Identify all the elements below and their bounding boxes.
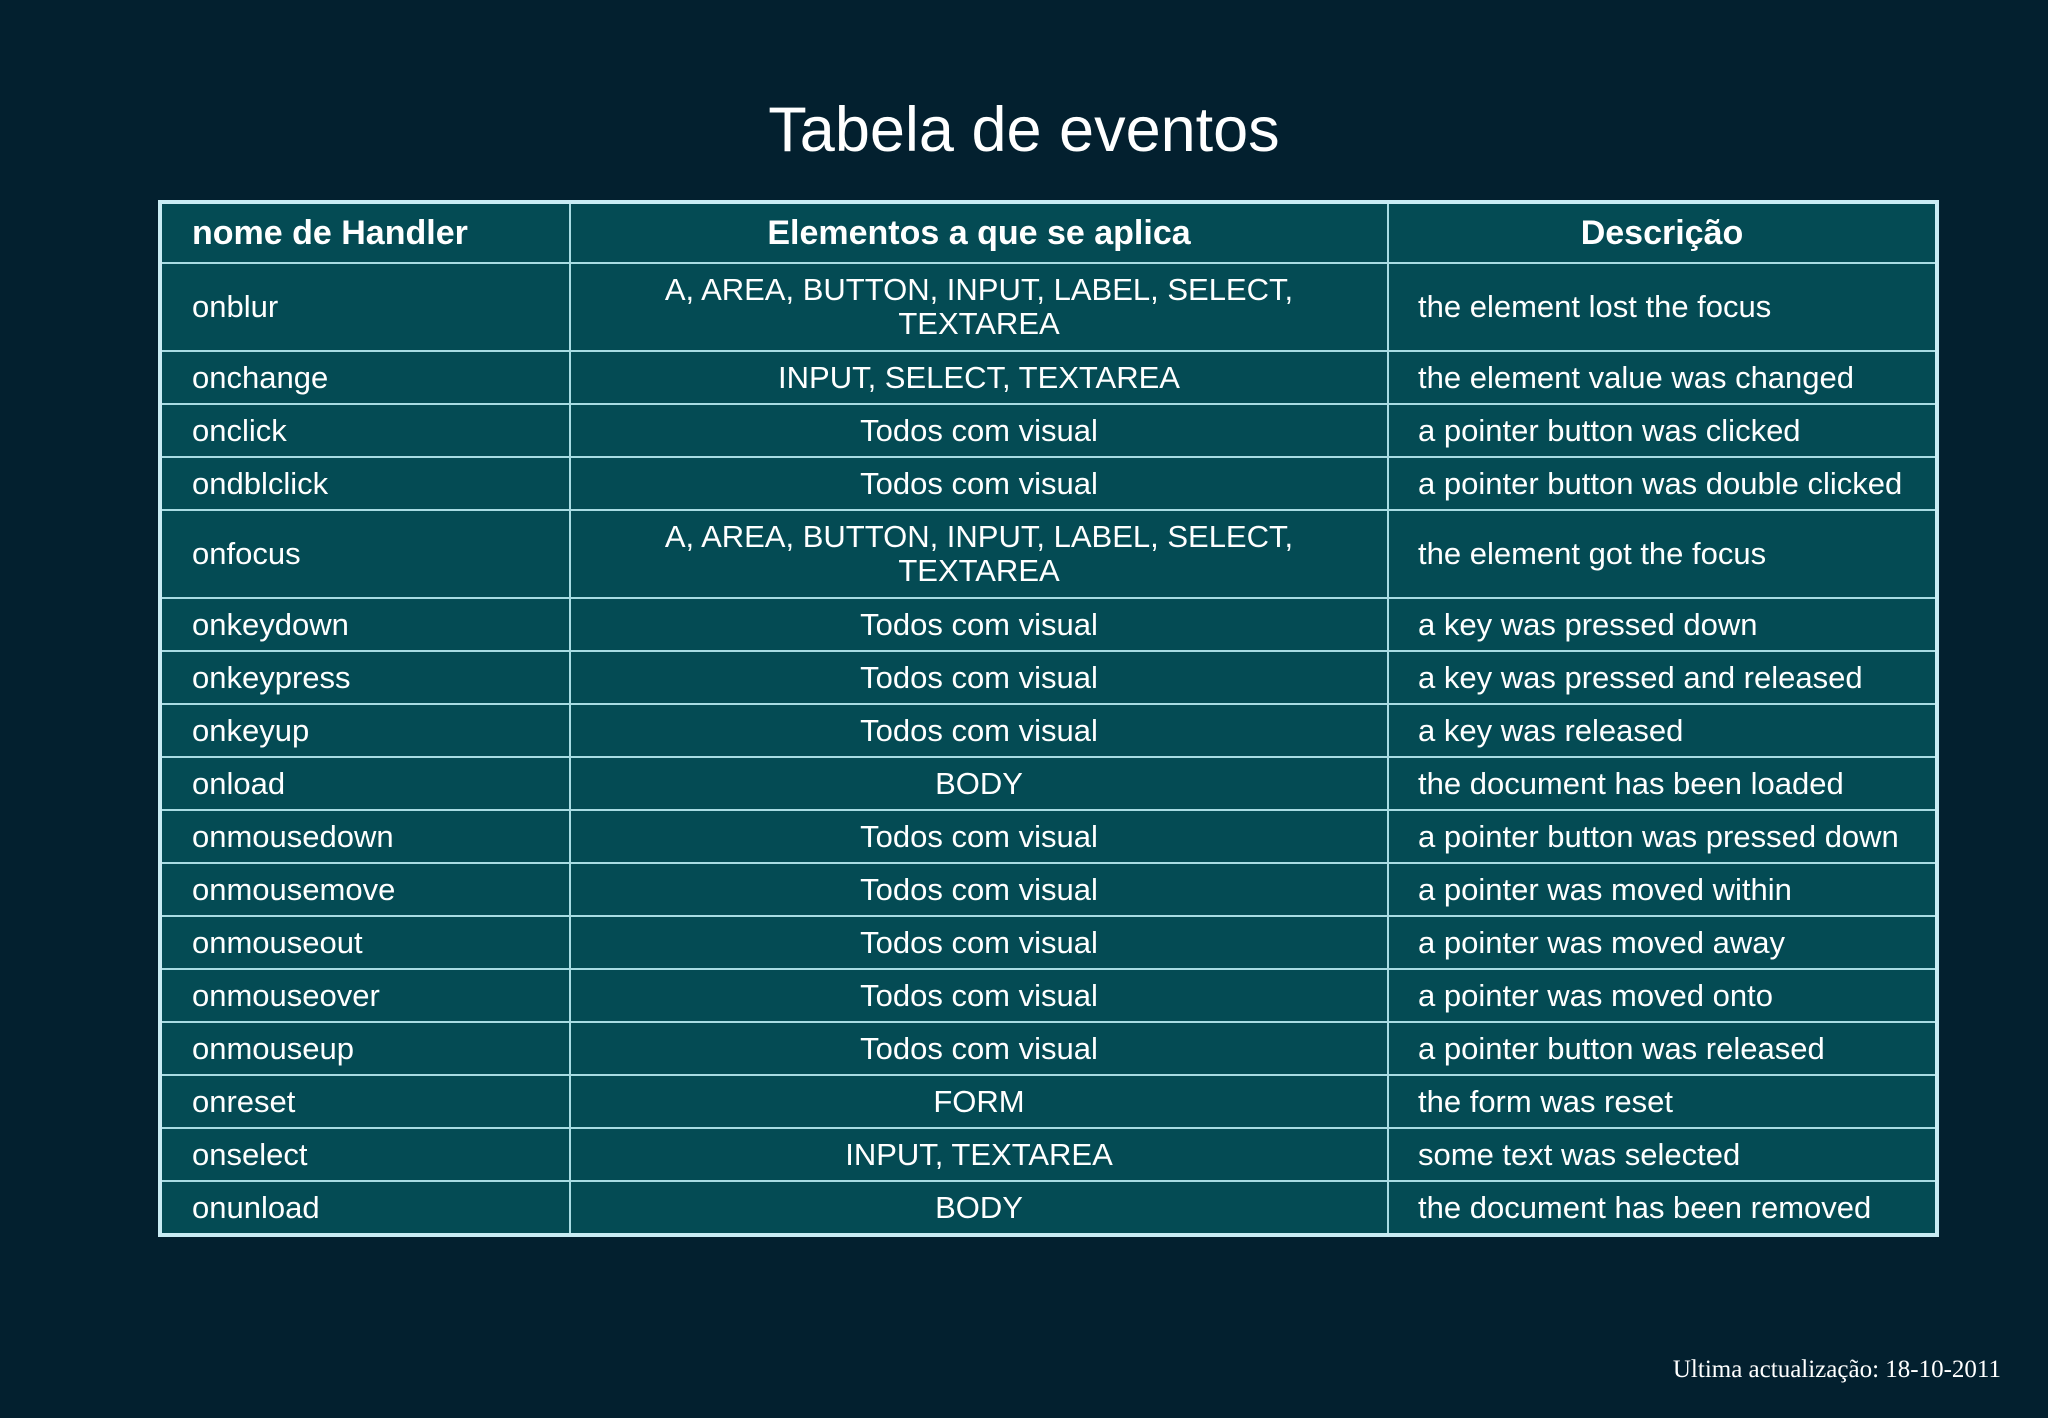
header-handler: nome de Handler [160,202,570,263]
table-body [160,263,1937,1235]
desc-cell: a key was pressed down [1388,598,1937,651]
desc-cell: a key was pressed and released [1388,651,1937,704]
elements-cell: Todos com visual [570,704,1388,757]
elements-cell: Todos com visual [570,969,1388,1022]
desc-cell: the element value was changed [1388,351,1937,404]
desc-cell: a pointer button was pressed down [1388,810,1937,863]
elements-cell: Todos com visual [570,810,1388,863]
elements-cell: FORM [570,1075,1388,1128]
table-row [160,916,1937,969]
desc-cell: a pointer was moved within [1388,863,1937,916]
table-row [160,1128,1937,1181]
desc-cell: the element got the focus [1388,510,1937,598]
elements-cell: A, AREA, BUTTON, INPUT, LABEL, SELECT, TEXTAREA [570,510,1388,598]
elements-cell: BODY [570,757,1388,810]
desc-cell: a pointer was moved onto [1388,969,1937,1022]
handler-cell: onmouseup [160,1022,570,1075]
desc-cell: the element lost the focus [1388,263,1937,351]
desc-cell: a pointer was moved away [1388,916,1937,969]
table-row [160,263,1937,351]
elements-cell: Todos com visual [570,598,1388,651]
slide-title: Tabela de eventos [768,95,1280,165]
handler-cell: onkeydown [160,598,570,651]
elements-cell: Todos com visual [570,863,1388,916]
elements-cell: INPUT, SELECT, TEXTAREA [570,351,1388,404]
desc-cell: some text was selected [1388,1128,1937,1181]
events-table [158,200,1939,1237]
handler-cell: onmousedown [160,810,570,863]
table-row [160,651,1937,704]
handler-cell: onreset [160,1075,570,1128]
last-updated: Ultima actualização: 18-10-2011 [1672,1356,2001,1383]
table-row [160,1022,1937,1075]
handler-cell: onselect [160,1128,570,1181]
desc-cell: a pointer button was double clicked [1388,457,1937,510]
table-row [160,404,1937,457]
handler-cell: onmouseout [160,916,570,969]
desc-cell: a key was released [1388,704,1937,757]
table-row [160,457,1937,510]
elements-cell: Todos com visual [570,1022,1388,1075]
handler-cell: onmouseover [160,969,570,1022]
desc-cell: the document has been removed [1388,1181,1937,1235]
table-row [160,351,1937,404]
table-row [160,810,1937,863]
table-row [160,704,1937,757]
desc-cell: a pointer button was clicked [1388,404,1937,457]
desc-cell: the form was reset [1388,1075,1937,1128]
elements-cell: Todos com visual [570,916,1388,969]
header-elements: Elementos a que se aplica [570,202,1388,263]
table-row [160,757,1937,810]
handler-cell: onkeypress [160,651,570,704]
handler-cell: onmousemove [160,863,570,916]
handler-cell: onload [160,757,570,810]
desc-cell: a pointer button was released [1388,1022,1937,1075]
handler-cell: onfocus [160,510,570,598]
handler-cell: onblur [160,263,570,351]
table-row [160,1181,1937,1235]
elements-cell: Todos com visual [570,457,1388,510]
elements-cell: Todos com visual [570,404,1388,457]
header-description: Descrição [1388,202,1937,263]
table-row [160,598,1937,651]
table-header-row [160,202,1937,263]
elements-cell: BODY [570,1181,1388,1235]
elements-cell: A, AREA, BUTTON, INPUT, LABEL, SELECT, TEXTAREA [570,263,1388,351]
table-row [160,1075,1937,1128]
elements-cell: Todos com visual [570,651,1388,704]
table-row [160,969,1937,1022]
table-row [160,863,1937,916]
handler-cell: onclick [160,404,570,457]
desc-cell: the document has been loaded [1388,757,1937,810]
table-row [160,510,1937,598]
handler-cell: onunload [160,1181,570,1235]
handler-cell: onchange [160,351,570,404]
elements-cell: INPUT, TEXTAREA [570,1128,1388,1181]
handler-cell: ondblclick [160,457,570,510]
handler-cell: onkeyup [160,704,570,757]
